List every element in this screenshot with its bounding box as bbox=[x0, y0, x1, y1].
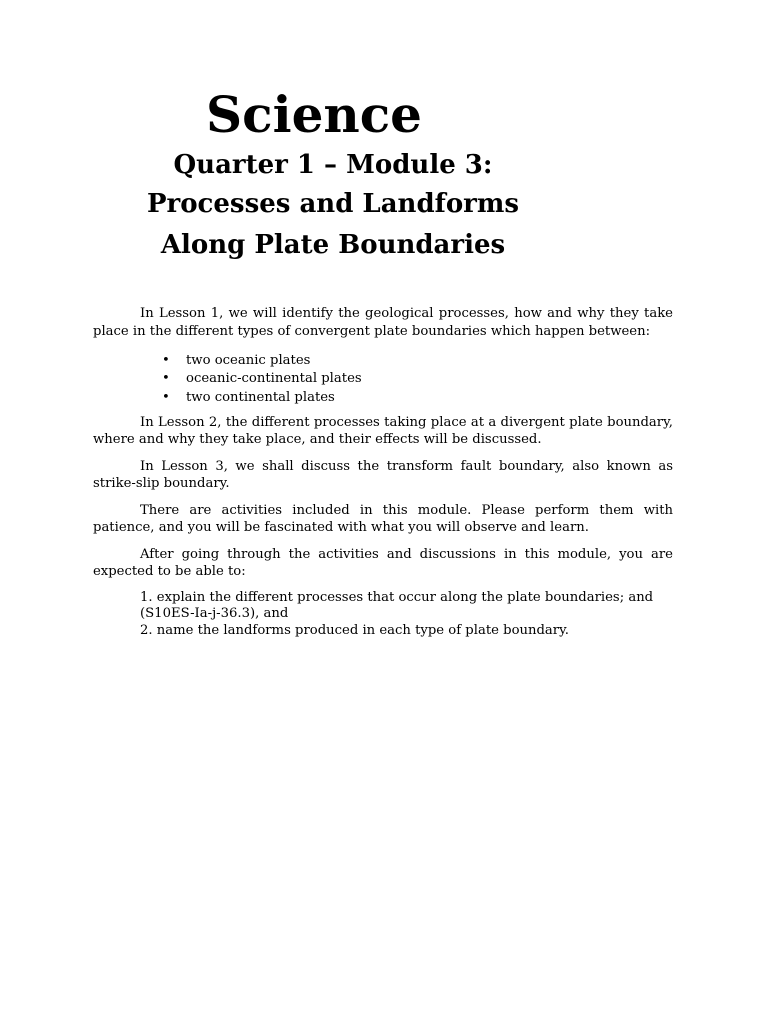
lesson-2-paragraph: In Lesson 2, the different processes taking place at a divergent plate boundary, where and why they take place, and their effects will be discussed. bbox=[93, 414, 673, 448]
module-subtitle-line-2: Processes and Landforms bbox=[146, 189, 520, 219]
document-body bbox=[93, 305, 673, 639]
bullet-icon: • bbox=[162, 353, 170, 368]
module-subtitle-line-1: Quarter 1 – Module 3: bbox=[173, 150, 493, 180]
lesson-3-paragraph: In Lesson 3, we shall discuss the transform fault boundary, also known as strike-slip boundary. bbox=[93, 458, 673, 492]
list-item bbox=[93, 370, 673, 388]
expectations-paragraph: After going through the activities and discussions in this module, you are expected to be able to: bbox=[93, 546, 673, 580]
list-item-text: two oceanic plates bbox=[186, 353, 311, 368]
objective-item: 1. explain the different processes that occur along the plate boundaries; and (S10ES-Ia-j-36.3), and bbox=[140, 589, 654, 622]
objectives-list bbox=[93, 590, 673, 640]
list-item bbox=[93, 389, 673, 407]
objective-item: 2. name the landforms produced in each type of plate boundary. bbox=[140, 622, 569, 638]
list-item-text: oceanic-continental plates bbox=[186, 371, 362, 387]
bullet-icon: • bbox=[162, 389, 170, 405]
lesson-1-paragraph: In Lesson 1, we will identify the geological processes, how and why they take place in the different types of convergent plate boundaries which happen between: bbox=[93, 306, 673, 339]
bullet-icon: • bbox=[162, 371, 170, 387]
document-title: Science bbox=[206, 85, 422, 144]
module-subtitle-line-3: Along Plate Boundaries bbox=[160, 230, 506, 260]
list-item bbox=[93, 352, 673, 370]
list-item-text: two continental plates bbox=[186, 389, 335, 405]
activities-paragraph: There are activities included in this module. Please perform them with patience, and you will be fascinated with what you will observe and learn. bbox=[93, 502, 673, 536]
convergent-types-list bbox=[93, 352, 673, 407]
